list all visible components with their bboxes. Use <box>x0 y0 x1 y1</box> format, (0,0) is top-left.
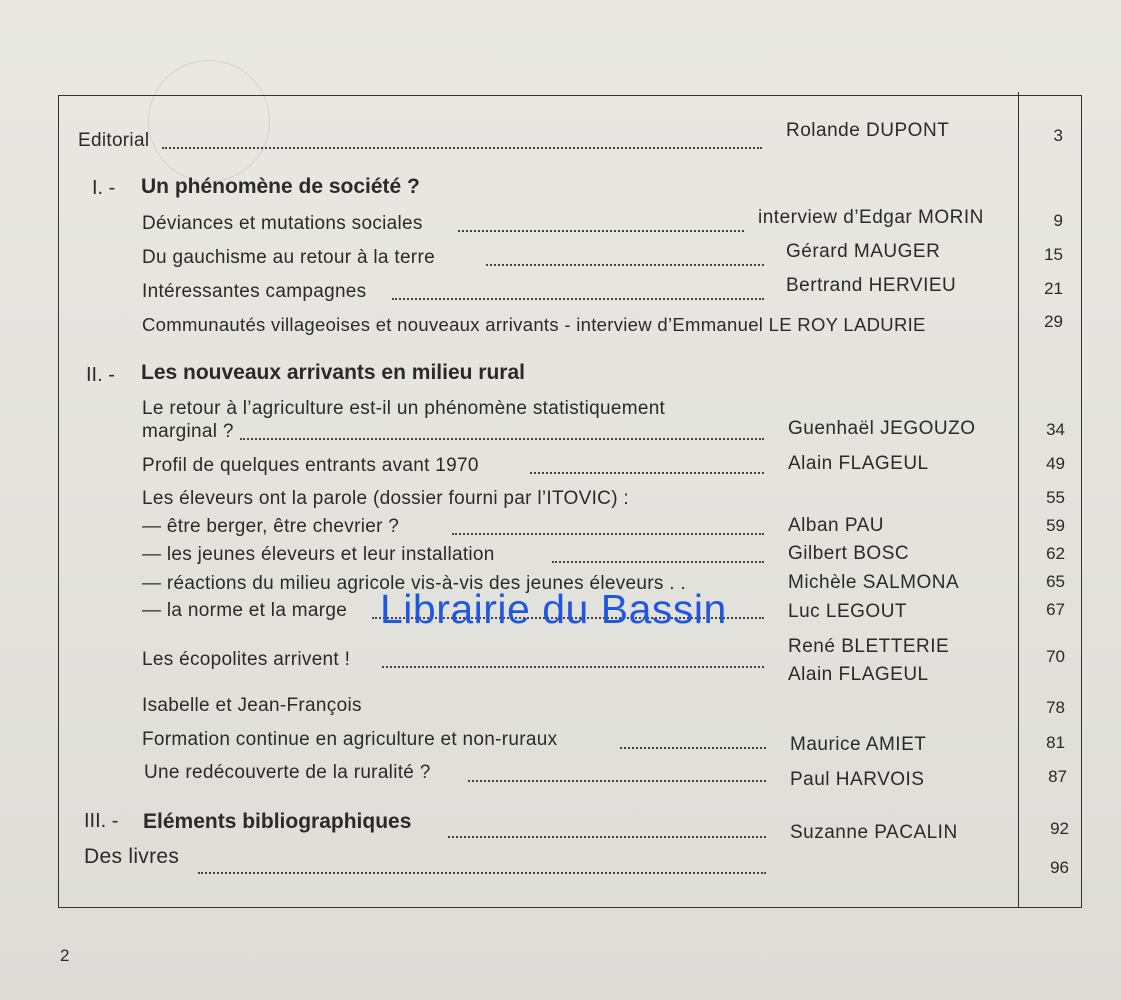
section-number: III. - <box>84 810 119 832</box>
toc-entry-author: Bertrand HERVIEU <box>786 275 957 296</box>
toc-entry-page: 59 <box>1046 516 1065 535</box>
toc-entry-author: Luc LEGOUT <box>788 601 908 622</box>
leader-dots <box>486 254 764 266</box>
toc-entry-author: Guenhaël JEGOUZO <box>788 418 976 439</box>
leader-dots <box>468 770 766 782</box>
leader-dots <box>530 462 764 474</box>
toc-entry-title: Isabelle et Jean-François <box>142 695 362 716</box>
toc-entry-page: 87 <box>1048 767 1067 786</box>
toc-entry-page: 29 <box>1044 312 1063 331</box>
section-number: I. - <box>92 177 116 199</box>
toc-entry-page: 67 <box>1046 600 1065 619</box>
toc-entry-title: Editorial <box>78 130 150 151</box>
toc-entry-author: Rolande DUPONT <box>786 120 950 141</box>
section-title: Les nouveaux arrivants en milieu rural <box>141 361 525 384</box>
leader-dots <box>458 220 744 232</box>
toc-entry-title: Formation continue en agriculture et non-ruraux <box>142 729 558 750</box>
toc-entry-author: interview d’Edgar MORIN <box>758 207 984 228</box>
toc-entry-author: Michèle SALMONA <box>788 572 960 593</box>
toc-entry-author-2: Alain FLAGEUL <box>788 664 929 685</box>
toc-entry-title: — la norme et la marge <box>142 600 348 621</box>
toc-entry-title: Intéressantes campagnes <box>142 281 367 302</box>
toc-entry-title: Des livres <box>84 845 180 868</box>
toc-entry-author-1: René BLETTERIE <box>788 636 950 657</box>
toc-entry-page: 49 <box>1046 454 1065 473</box>
toc-entry-page: 65 <box>1046 572 1065 591</box>
toc-entry-page: 21 <box>1044 279 1063 298</box>
page-number-column-rule <box>1018 92 1019 908</box>
toc-entry-author: Alban PAU <box>788 515 885 536</box>
toc-entry-title: — être berger, être chevrier ? <box>142 516 400 537</box>
toc-entry-author: Gilbert BOSC <box>788 543 910 564</box>
toc-entry-title: Déviances et mutations sociales <box>142 213 423 234</box>
toc-entry-page: 92 <box>1050 819 1069 838</box>
toc-entry-title: Les écopolites arrivent ! <box>142 649 351 670</box>
toc-entry-author: Suzanne PACALIN <box>790 822 958 843</box>
leader-dots <box>448 826 766 838</box>
toc-entry-page: 62 <box>1046 544 1065 563</box>
section-title: Un phénomène de société ? <box>141 175 420 198</box>
toc-entry-page: 34 <box>1046 420 1065 439</box>
toc-entry-title: Une redécouverte de la ruralité ? <box>144 762 431 783</box>
toc-entry-author: Maurice AMIET <box>790 734 927 755</box>
leader-dots <box>392 288 764 300</box>
leader-dots <box>552 551 764 563</box>
leader-dots <box>198 862 766 874</box>
leader-dots <box>382 656 764 668</box>
toc-entry-page: 15 <box>1044 245 1063 264</box>
toc-entry-page: 9 <box>1053 211 1063 230</box>
toc-entry-title: — réactions du milieu agricole vis-à-vis des jeunes éleveurs . . <box>142 573 687 594</box>
toc-entry-author: Alain FLAGEUL <box>788 453 929 474</box>
toc-entry-title: Communautés villageoises et nouveaux arrivants - interview d’Emmanuel LE ROY LADURIE <box>142 314 926 335</box>
toc-entry-author: Paul HARVOIS <box>790 769 925 790</box>
leader-dots <box>452 523 764 535</box>
toc-entry-title-line2: marginal ? <box>142 421 234 442</box>
page-number: 2 <box>60 946 70 965</box>
leader-dots <box>240 428 764 440</box>
toc-entry-page: 3 <box>1053 126 1063 145</box>
toc-entry-title: Profil de quelques entrants avant 1970 <box>142 455 479 476</box>
toc-entry-title: Les éleveurs ont la parole (dossier fourni par l’ITOVIC) : <box>142 488 629 509</box>
toc-entry-title: — les jeunes éleveurs et leur installation <box>142 544 495 565</box>
toc-entry-title-line1: Le retour à l’agriculture est-il un phénomène statistiquement <box>142 398 666 419</box>
section-number: II. - <box>86 364 115 386</box>
toc-entry-author: Gérard MAUGER <box>786 241 941 262</box>
toc-entry-page: 81 <box>1046 733 1065 752</box>
leader-dots <box>162 137 762 149</box>
toc-entry-page: 70 <box>1046 647 1065 666</box>
toc-entry-page: 55 <box>1046 488 1065 507</box>
toc-entry-page: 78 <box>1046 698 1065 717</box>
toc-entry-page: 96 <box>1050 858 1069 877</box>
leader-dots <box>620 737 766 749</box>
section-title: Eléments bibliographiques <box>143 810 412 833</box>
watermark-text: Librairie du Bassin <box>380 586 727 632</box>
toc-entry-title: Du gauchisme au retour à la terre <box>142 247 435 268</box>
